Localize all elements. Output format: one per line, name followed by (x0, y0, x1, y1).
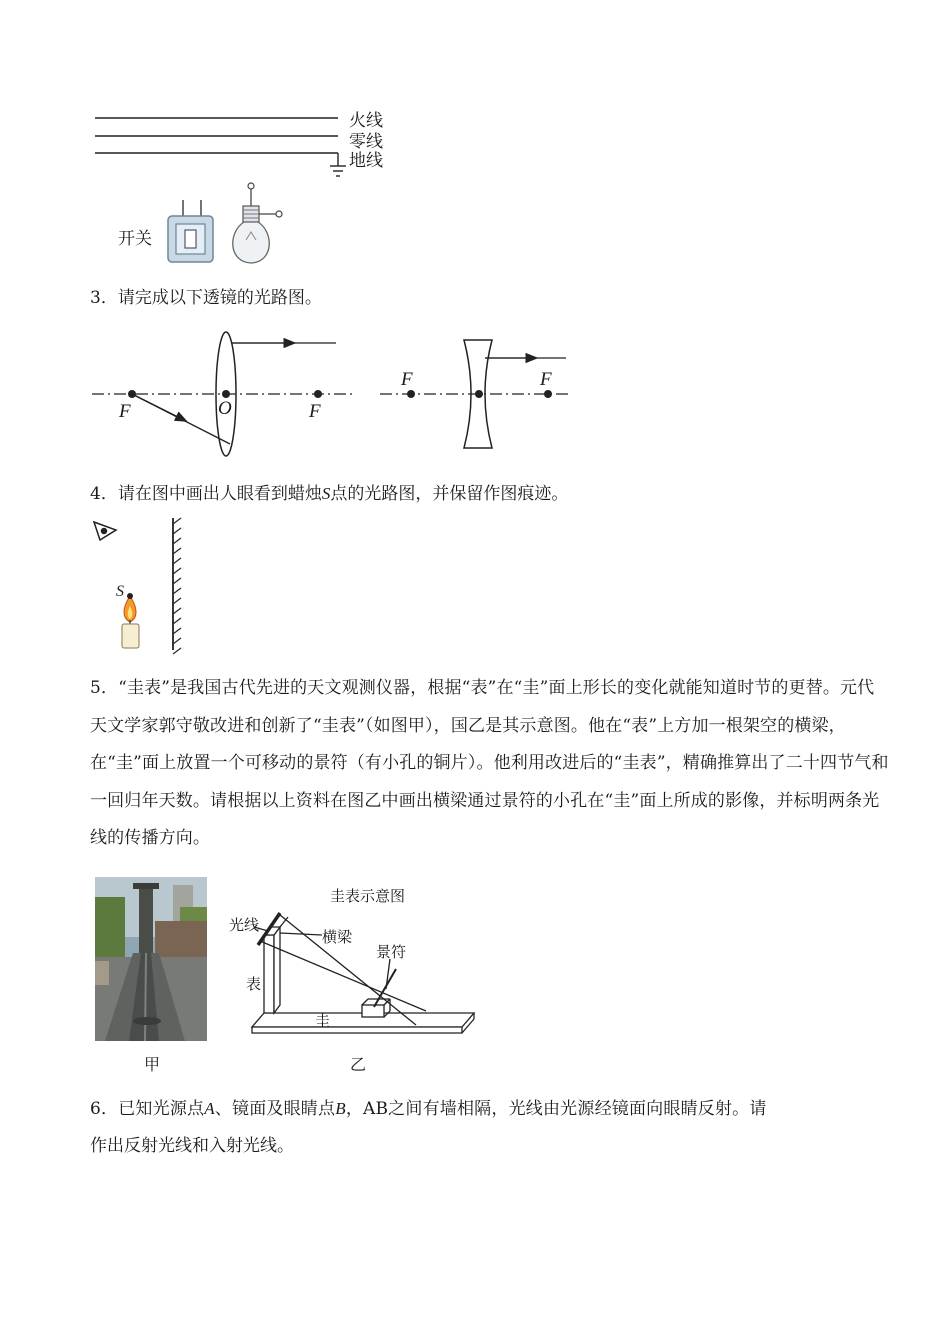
eye-icon (94, 522, 116, 540)
candle-s-label: S (116, 583, 124, 600)
q6-text-1: 6．已知光源点 (90, 1099, 205, 1119)
convex-f-left: F (119, 401, 131, 422)
ground-symbol (330, 153, 346, 176)
caption-yi: 乙 (350, 1055, 367, 1074)
switch-icon (168, 200, 213, 262)
q5-text: 5．“圭表”是我国古代先进的天文观测仪器，根据“表”在“圭”面上形长的变化就能知道时节的更替。元代天文学家郭守敬改进和创新了“圭表”（如图甲），国乙是其示意图。他在“表”上方加一根架空的横梁，在“圭”面上放置一个可移动的景符（有小孔的铜片）。他利用改进后的“圭表”，精确推算出了二十四节气和一回归年天数。请根据以上资料在图乙中画出横梁通过景符的小孔在“圭”面上所成的影像，并标明两条光线的传播方向。 (90, 678, 889, 848)
q6-a-symbol: A (204, 1099, 215, 1118)
convex-f-right: F (309, 401, 321, 422)
q4-text (90, 482, 568, 506)
concave-center (475, 390, 483, 398)
label-beam: 横梁 (322, 928, 353, 946)
jingfu-block (362, 1005, 384, 1017)
q6-text-line2: 作出反射光线和入射光线。 (90, 1136, 294, 1156)
concave-focus-left (407, 390, 415, 398)
jingfu-plate (374, 969, 396, 1007)
q4-text-before: 4．请在图中画出人眼看到蜡烛 (90, 484, 322, 504)
q6-text-3: ，AB之间有墙相隔，光线由光源经镜面向眼睛反射。请 (345, 1099, 767, 1119)
label-biao: 表 (246, 975, 262, 993)
neutral-wire-label: 零线 (349, 132, 383, 152)
live-wire-label: 火线 (349, 111, 383, 131)
q3-text: 3．请完成以下透镜的光路图。 (90, 288, 322, 308)
fig-title: 圭表示意图 (330, 887, 406, 905)
concave-focus-right (544, 390, 552, 398)
concave-f-left: F (401, 369, 413, 390)
label-light: 光线 (229, 916, 260, 934)
mirror-candle-diagram (0, 510, 950, 660)
label-jingfu: 景符 (376, 943, 407, 961)
concave-f-right: F (540, 369, 552, 390)
label-gui: 圭 (315, 1012, 331, 1030)
q4-text-after: 点的光路图，并保留作图痕迹。 (330, 484, 569, 504)
bulb-icon (233, 183, 282, 263)
guibiao-photo (95, 877, 207, 1041)
convex-o: O (218, 398, 232, 419)
guibiao-diagram (240, 905, 490, 1045)
q4-s-symbol: S (321, 484, 331, 503)
lens-diagram (0, 320, 950, 460)
convex-focus-right (314, 390, 322, 398)
q6-b-symbol: B (335, 1099, 346, 1118)
convex-center (222, 390, 230, 398)
candle-icon (122, 593, 139, 648)
switch-label: 开关 (118, 229, 152, 249)
caption-jia: 甲 (144, 1055, 161, 1074)
q6-text-line1 (90, 1097, 767, 1121)
q6-text-2: 、镜面及眼睛点 (214, 1099, 336, 1119)
ground-wire-label: 地线 (349, 151, 383, 171)
mirror-hatching (173, 518, 181, 654)
